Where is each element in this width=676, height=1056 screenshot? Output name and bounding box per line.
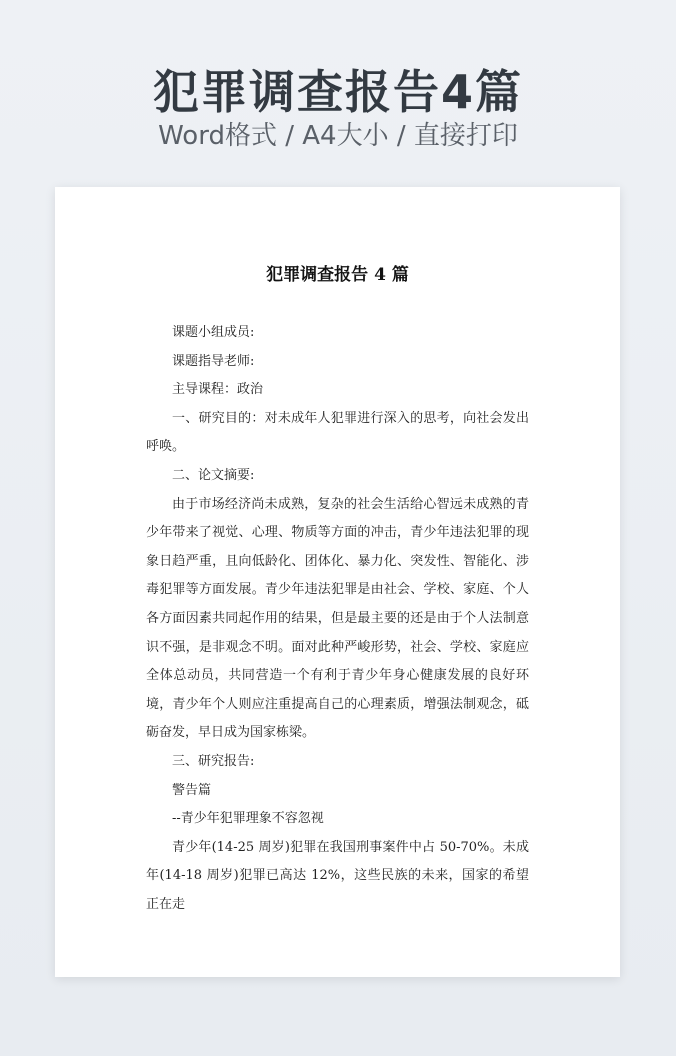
paragraph-subtitle: --青少年犯罪理象不容忽视 bbox=[172, 811, 324, 827]
paragraph-course: 主导课程：政治 bbox=[172, 382, 264, 398]
paragraph-group-members: 课题小组成员: bbox=[172, 325, 255, 340]
document-title: 犯罪调查报告 4 篇 bbox=[266, 265, 409, 285]
paragraph-purpose: 一、研究目的：对未成年人犯罪进行深入的思考，向社会发出呼唤。 bbox=[146, 410, 529, 455]
document-body bbox=[146, 319, 529, 919]
banner-title: 犯罪调查报告4篇 bbox=[152, 65, 523, 119]
document-page bbox=[55, 187, 620, 977]
paragraph-advisor: 课题指导老师: bbox=[172, 353, 255, 369]
paragraph-abstract: 由于市场经济尚未成熟，复杂的社会生活给心智远未成熟的青少年带来了视觉、心理、物质等方面的冲击，青少年违法犯罪的现象日趋严重，且向低龄化、团体化、暴力化、突发性、智能化、涉毒犯罪等方面发展。青少年违法犯罪是由社会、学校、家庭、个人各方面因素共同起作用的结果，但是最主要的还是由于个人法制意识不强，是非观念不明。面对此种严峻形势，社会、学校、家庭应全体总动员，共同营造一个有利于青少年身心健康发展的良好环境，青少年个人则应注重提高自己的心理素质，增强法制观念，砥砺奋发，早日成为国家栋梁。 bbox=[146, 496, 529, 741]
paragraph-abstract-heading: 二、论文摘要: bbox=[172, 467, 255, 483]
banner bbox=[0, 0, 676, 180]
paragraph-report-heading: 三、研究报告: bbox=[172, 753, 255, 769]
banner-subtitle: Word格式 / A4大小 / 直接打印 bbox=[158, 121, 518, 151]
paragraph-warning: 警告篇 bbox=[172, 782, 212, 798]
paragraph-statistics: 青少年(14-25 周岁)犯罪在我国刑事案件中占 50-70%。未成年(14-18 周岁)犯罪已高达 12%，这些民族的未来，国家的希望正在走 bbox=[146, 839, 529, 912]
